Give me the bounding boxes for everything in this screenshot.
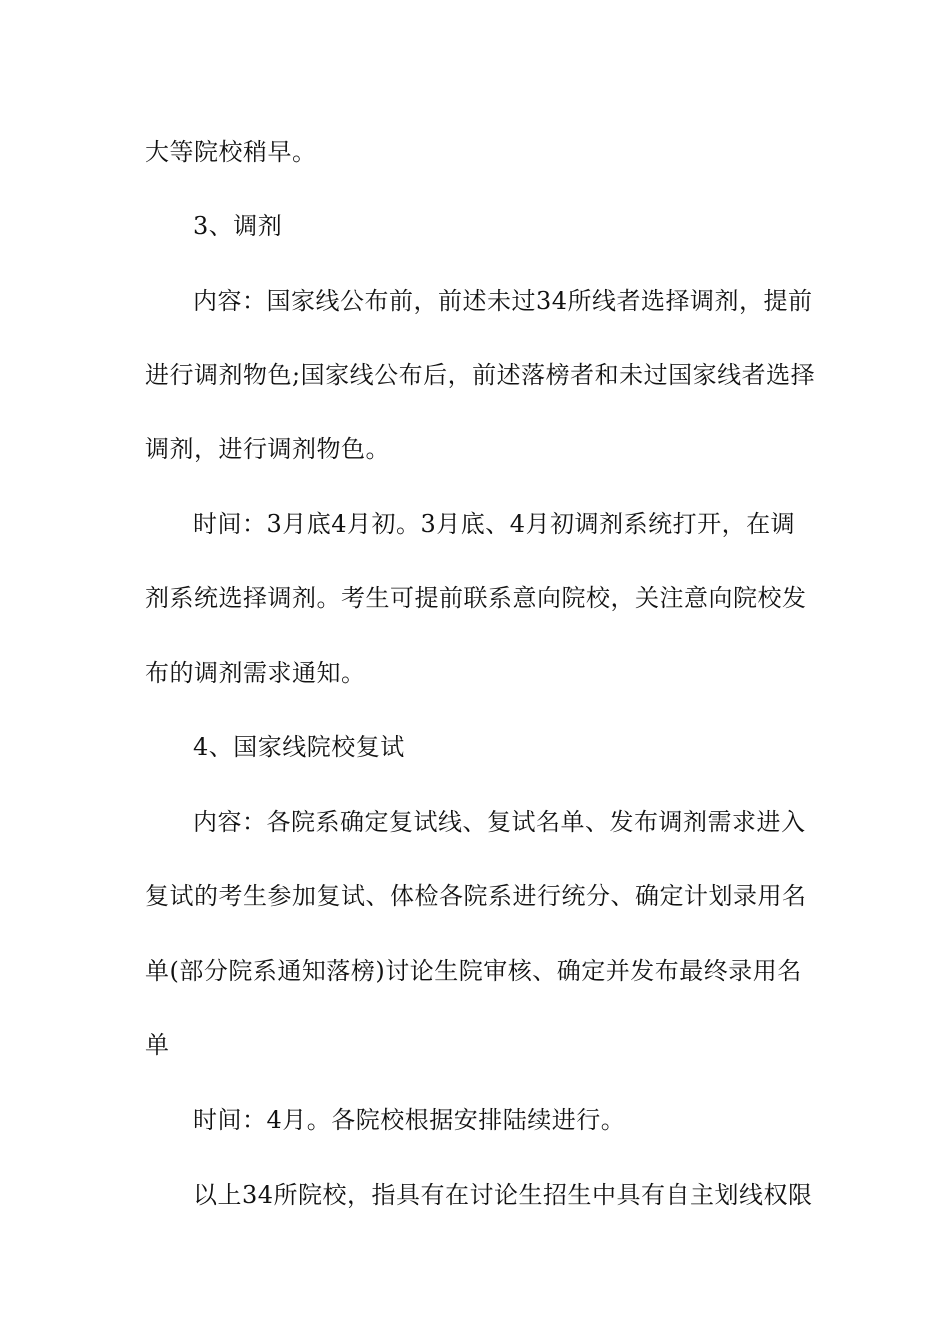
section-heading: 4、国家线院校复试 [193,733,405,761]
paragraph-line: 进行调剂物色;国家线公布后，前述落榜者和未过国家线者选择 [145,361,816,389]
paragraph-line: 以上34所院校，指具有在讨论生招生中具有自主划线权限 [193,1181,813,1209]
paragraph-line: 单(部分院系通知落榜)讨论生院审核、确定并发布最终录用名 [145,957,802,985]
paragraph-line: 内容：国家线公布前，前述未过34所线者选择调剂，提前 [193,287,813,315]
paragraph-line: 调剂，进行调剂物色。 [145,435,390,463]
paragraph-line: 大等院校稍早。 [145,138,317,166]
paragraph-line: 布的调剂需求通知。 [145,659,366,687]
paragraph-line: 单 [145,1031,170,1059]
paragraph-line: 时间：3月底4月初。3月底、4月初调剂系统打开，在调 [193,510,796,538]
paragraph-line: 剂系统选择调剂。考生可提前联系意向院校，关注意向院校发 [145,584,807,612]
paragraph-line: 复试的考生参加复试、体检各院系进行统分、确定计划录用名 [145,882,807,910]
paragraph-line: 时间：4月。各院校根据安排陆续进行。 [193,1106,626,1134]
section-heading: 3、调剂 [193,212,283,240]
paragraph-line: 内容：各院系确定复试线、复试名单、发布调剂需求进入 [193,808,806,836]
